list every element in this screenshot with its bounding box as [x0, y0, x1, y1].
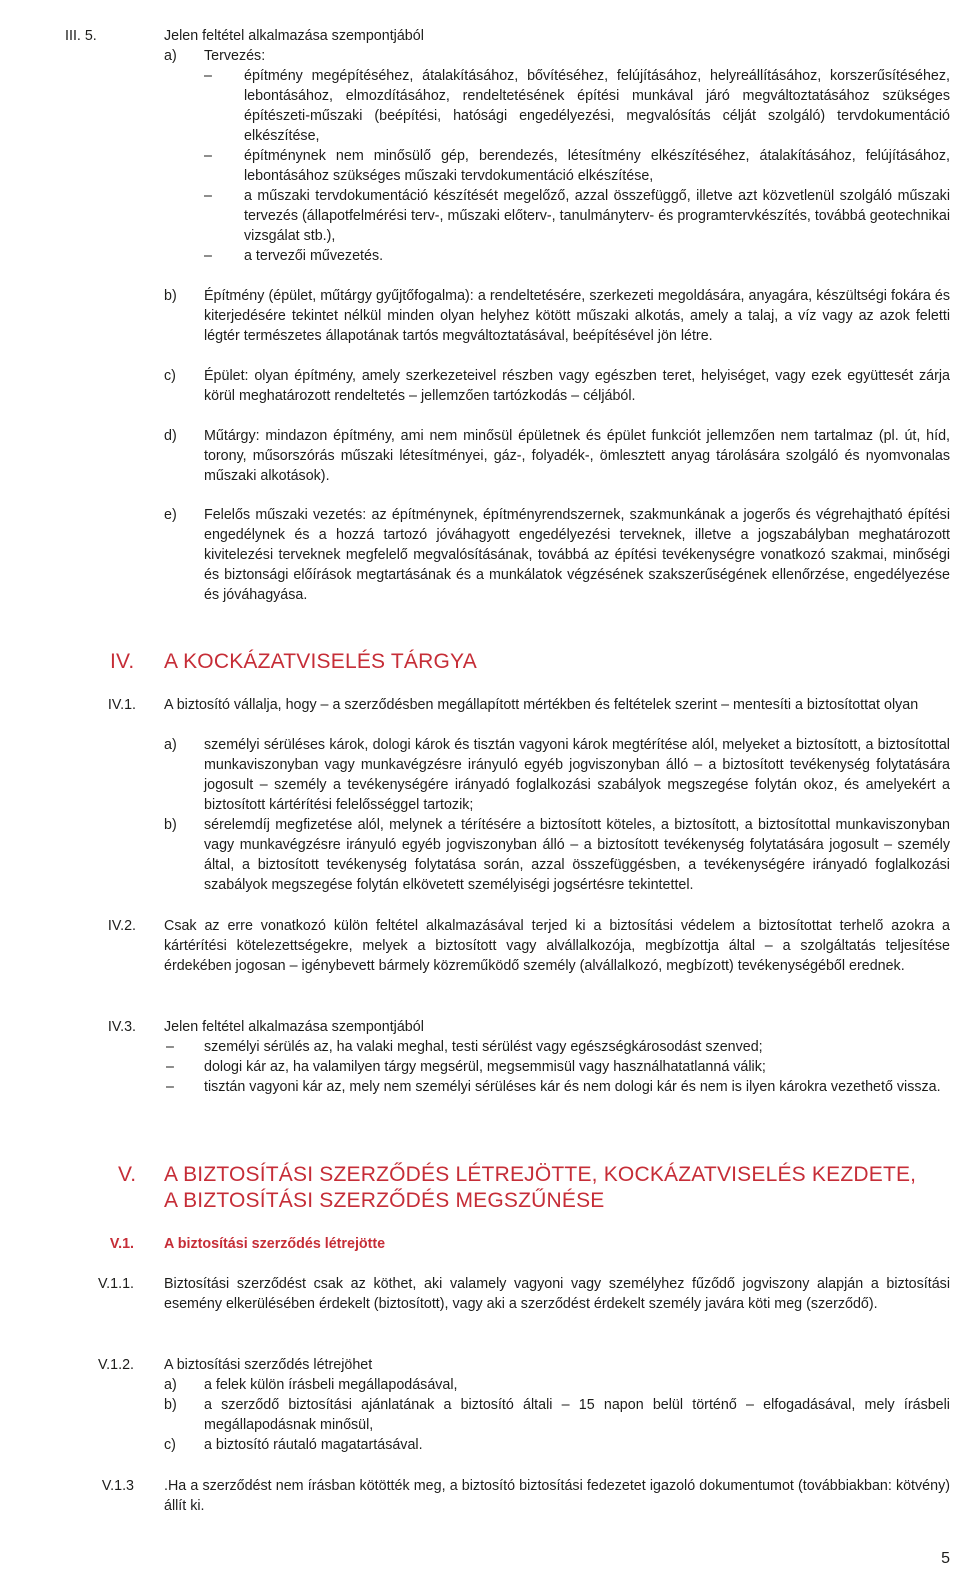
subsection-number-v1: V.1.: [109, 1236, 134, 1252]
dash-bullet: –: [166, 1079, 174, 1095]
clause-item-v12-c: a biztosító ráutaló magatartásával.: [204, 1437, 423, 1453]
clause-text-iv2: Csak az erre vonatkozó külön feltétel alkalmazásával terjed ki a biztosítási védelem a biztosítottat terhelő azokra a kártérítési kötelezettségekre, melyek a biztosított vagy alvállalkozója, megbízottja által – a szolgáltatás teljesítése érdekében jogosan – igénybevett bármely közreműködő személy (alvállalkozó, megbízott) tevékenységéből erednek.: [164, 918, 950, 974]
section-title-v-line2: A BIZTOSÍTÁSI SZERZŐDÉS MEGSZŰNÉSE: [164, 1189, 605, 1212]
item-label-c: c): [164, 368, 176, 384]
clause-number-iv2: IV.2.: [107, 918, 136, 934]
item-label-a: a): [164, 1377, 177, 1393]
list-item: dologi kár az, ha valamilyen tárgy megsérül, megsemmisül vagy használhatatlanná válik;: [204, 1059, 766, 1075]
list-item: építmény megépítéséhez, átalakításához, bővítéséhez, felújításához, helyreállításához, korszerűsítéséhez, lebontásához, elmozdításához, rendeltetésének építési munkával járó megváltoztatásához szükséges építészeti-műszaki (beépítési, hatósági engedélyezési, megvalósítás célját szolgáló) tervdokumentáció elkészítése,: [244, 68, 950, 144]
item-title-tervezes: Tervezés:: [204, 48, 266, 64]
clause-item-v12-a: a felek külön írásbeli megállapodásával,: [204, 1377, 458, 1393]
clause-number-v11: V.1.1.: [97, 1276, 134, 1292]
dash-bullet: –: [204, 248, 212, 264]
clause-number-v12: V.1.2.: [97, 1357, 134, 1373]
clause-number-iv3: IV.3.: [107, 1019, 136, 1035]
dash-bullet: –: [204, 148, 212, 164]
dash-bullet: –: [166, 1039, 174, 1055]
clause-intro-v12: A biztosítási szerződés létrejöhet: [164, 1357, 373, 1373]
section-title-v-line1: A BIZTOSÍTÁSI SZERZŐDÉS LÉTREJÖTTE, KOCKÁZATVISELÉS KEZDETE,: [164, 1163, 917, 1186]
clause-item-iv1-a: személyi sérüléses károk, dologi károk és tisztán vagyoni károk megtérítése alól, melyeket a biztosított, a biztosítottal munkaviszonyban vagy munkavégzésre irányuló egyéb jogviszonyban álló – a biztosított tevékenység folytatására jogosult – személy a tevékenységére irányadó foglalkozási szabályok megszegése folytán okoz, és amelyekért a biztosított kártérítési felelősséggel tartozik;: [204, 737, 950, 813]
definition-mutargy: Műtárgy: mindazon építmény, ami nem minősül épületnek és épület funkciót jellemzően nem tartalmaz (pl. út, híd, torony, műsorszórás műszaki létesítményei, gáz-, folyadék-, ömlesztett anyag tárolására szolgáló és nyomvonalas műszaki alkotások).: [204, 428, 950, 484]
dash-bullet: –: [204, 188, 212, 204]
clause-intro-iv3: Jelen feltétel alkalmazása szempontjából: [164, 1019, 424, 1035]
list-item: személyi sérülés az, ha valaki meghal, testi sérülést vagy egészségkárosodást szenved;: [204, 1039, 763, 1055]
list-item: a tervezői művezetés.: [244, 248, 384, 264]
dash-bullet: –: [204, 68, 212, 84]
item-label-a: a): [164, 48, 177, 64]
section-title-iv: A KOCKÁZATVISELÉS TÁRGYA: [164, 650, 477, 673]
page-number: 5: [941, 1550, 950, 1567]
section-intro: Jelen feltétel alkalmazása szempontjából: [164, 28, 424, 44]
clause-number-iv1: IV.1.: [107, 697, 136, 713]
item-label-b: b): [164, 1397, 177, 1413]
list-item: építménynek nem minősülő gép, berendezés, létesítmény elkészítéséhez, átalakításához, felújításához, lebontásához szükséges műszaki tervdokumentáció elkészítése,: [244, 148, 950, 184]
item-label-b: b): [164, 288, 177, 304]
clause-number-v13: V.1.3: [101, 1478, 134, 1494]
definition-epitmeny: Építmény (épület, műtárgy gyűjtőfogalma): a rendeltetésére, szerkezeti megoldására, anyagára, készültségi fokára és kiterjedésére tekintet nélkül minden olyan helyhez kötött műszaki alkotás, amely a talaj, a víz vagy az azok feletti légtér természetes állapotának tartós megváltoztatásával, beépítésével jön létre.: [204, 288, 950, 344]
list-item: a műszaki tervdokumentáció készítését megelőző, azzal összefüggő, illetve azt közvetlenül szolgáló műszaki tervezés (állapotfelmérési terv-, műszaki előterv-, tanulmányterv- és programtervkészítés, továbbá geotechnikai vizsgálat stb.),: [244, 188, 950, 244]
clause-item-iv1-b: sérelemdíj megfizetése alól, melynek a térítésére a biztosított köteles, a biztosított, a biztosítottal munkaviszonyban vagy munkavégzésre irányuló egyéb jogviszonyban álló – a biztosított tevékenység folytatására jogosult – személy által, a biztosított tevékenység folytatása során, azzal összefüggésben, a tevékenységére irányadó foglalkozási szabályok megszegése folytán elkövetett személyiségi jogsértésre tekintettel.: [204, 817, 950, 893]
definition-epulet: Épület: olyan építmény, amely szerkezeteivel részben vagy egészben teret, helyiséget, vagy ezek együttesét zárja körül meghatározott rendeltetés – jellemzően tartózkodás – céljából.: [204, 368, 950, 404]
subsection-title-v1: A biztosítási szerződés létrejötte: [164, 1236, 386, 1252]
item-label-c: c): [164, 1437, 176, 1453]
section-number-iv: IV.: [110, 650, 135, 673]
item-label-b: b): [164, 817, 177, 833]
clause-text-v11: Biztosítási szerződést csak az köthet, aki valamely vagyoni vagy személyhez fűződő jogviszony alapján a biztosítási esemény elkerülésében érdekelt (biztosított), vagy aki a szerződést érdekelt személy javára köti meg (szerződő).: [164, 1276, 950, 1312]
dash-bullet: –: [166, 1059, 174, 1075]
clause-text-v13: .Ha a szerződést nem írásban kötötték meg, a biztosító biztosítási fedezetet igazoló dokumentumot (továbbiakban: kötvény) állít ki.: [164, 1478, 950, 1514]
section-number-v: V.: [118, 1163, 137, 1186]
clause-item-v12-b: a szerződő biztosítási ajánlatának a biztosító általi – 15 napon belül történő – elfogadásával, mely írásbeli megállapodásnak minősül,: [204, 1397, 950, 1433]
list-item: tisztán vagyoni kár az, mely nem személyi sérüléses kár és nem dologi kár és nem is ilyen károkra vezethető vissza.: [204, 1079, 941, 1095]
item-label-d: d): [164, 428, 177, 444]
item-label-a: a): [164, 737, 177, 753]
definition-felelos-muszaki-vezetes: Felelős műszaki vezetés: az építménynek, építményrendszernek, szakmunkának a jogerős és végrehajtható építési engedélynek és a hozzá tartozó jóváhagyott engedélyezési terveknek, illetve a jogszabályban meghatározott kivitelezési terveknek megfelelő megvalósításának, továbbá az építési tevékenységre vonatkozó szakmai, minőségi és biztonsági előírások megtartásának és a munkálatok végzésének szakszerűségének ellenőrzése, engedélyezése és jóváhagyása.: [204, 507, 950, 603]
clause-intro-iv1: A biztosító vállalja, hogy – a szerződésben megállapított mértékben és feltételek szerint – mentesíti a biztosítottat olyan: [164, 697, 919, 713]
section-number-iii5: III. 5.: [65, 28, 97, 44]
item-label-e: e): [164, 507, 177, 523]
